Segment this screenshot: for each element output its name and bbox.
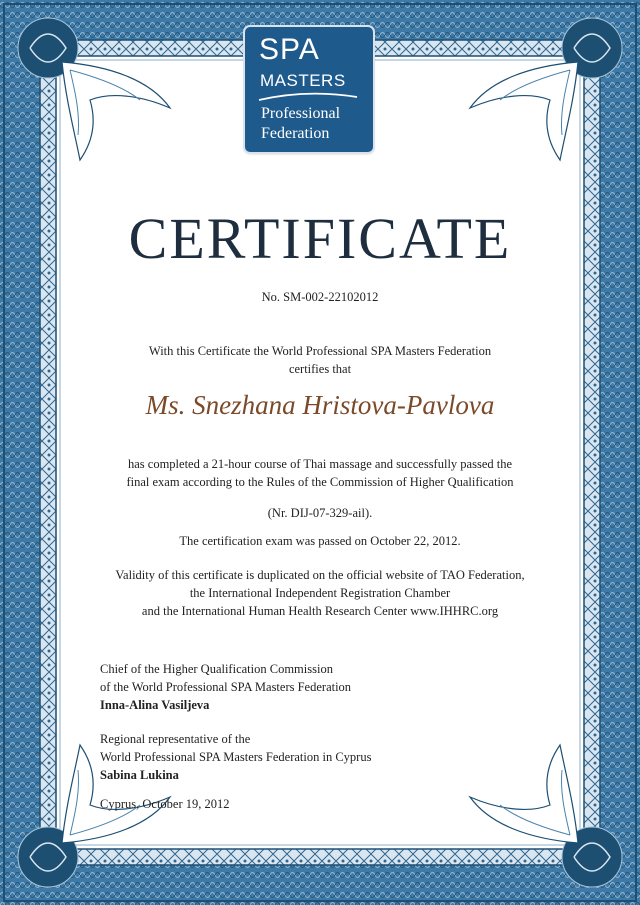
logo-swoosh-icon <box>257 91 361 103</box>
logo-federation-text: Federation <box>261 125 330 142</box>
body-line-2: final exam according to the Rules of the Commission of Higher Qualification <box>126 475 514 489</box>
validity-line-3: and the International Human Health Research Center www.IHHRC.org <box>141 604 499 618</box>
exam-date-line: The certification exam was passed on October 22, 2012. <box>179 534 461 548</box>
validity-line-1: Validity of this certificate is duplicated on the official website of TAO Federation, <box>115 568 525 582</box>
federation-logo <box>245 27 373 152</box>
chief-name: Inna-Alina Vasiljeva <box>100 698 210 712</box>
validity-line-2: the International Independent Registration Chamber <box>189 586 451 600</box>
logo-professional-text: Professional <box>261 105 341 122</box>
reference-number: (Nr. DIJ-07-329-ail). <box>267 506 373 520</box>
logo-spa-text: SPA <box>259 33 320 66</box>
chief-title-line-2: of the World Professional SPA Masters Federation <box>100 680 352 694</box>
intro-line-2: certifies that <box>288 362 352 376</box>
place-and-date: Cyprus, October 19, 2012 <box>100 797 230 811</box>
recipient-name: Ms. Snezhana Hristova-Pavlova <box>145 390 495 420</box>
representative-name: Sabina Lukina <box>100 768 179 782</box>
body-line-1: has completed a 21-hour course of Thai massage and successfully passed the <box>127 457 513 471</box>
logo-masters-text: MASTERS <box>260 71 346 90</box>
chief-title-line-1: Chief of the Higher Qualification Commission <box>100 662 333 676</box>
certificate-number: No. SM-002-22102012 <box>261 290 379 304</box>
certificate-title: CERTIFICATE <box>128 206 512 271</box>
representative-title-line-2: World Professional SPA Masters Federation in Cyprus <box>100 750 372 764</box>
representative-title-line-1: Regional representative of the <box>100 732 251 746</box>
intro-line-1: With this Certificate the World Professional SPA Masters Federation <box>148 344 492 358</box>
